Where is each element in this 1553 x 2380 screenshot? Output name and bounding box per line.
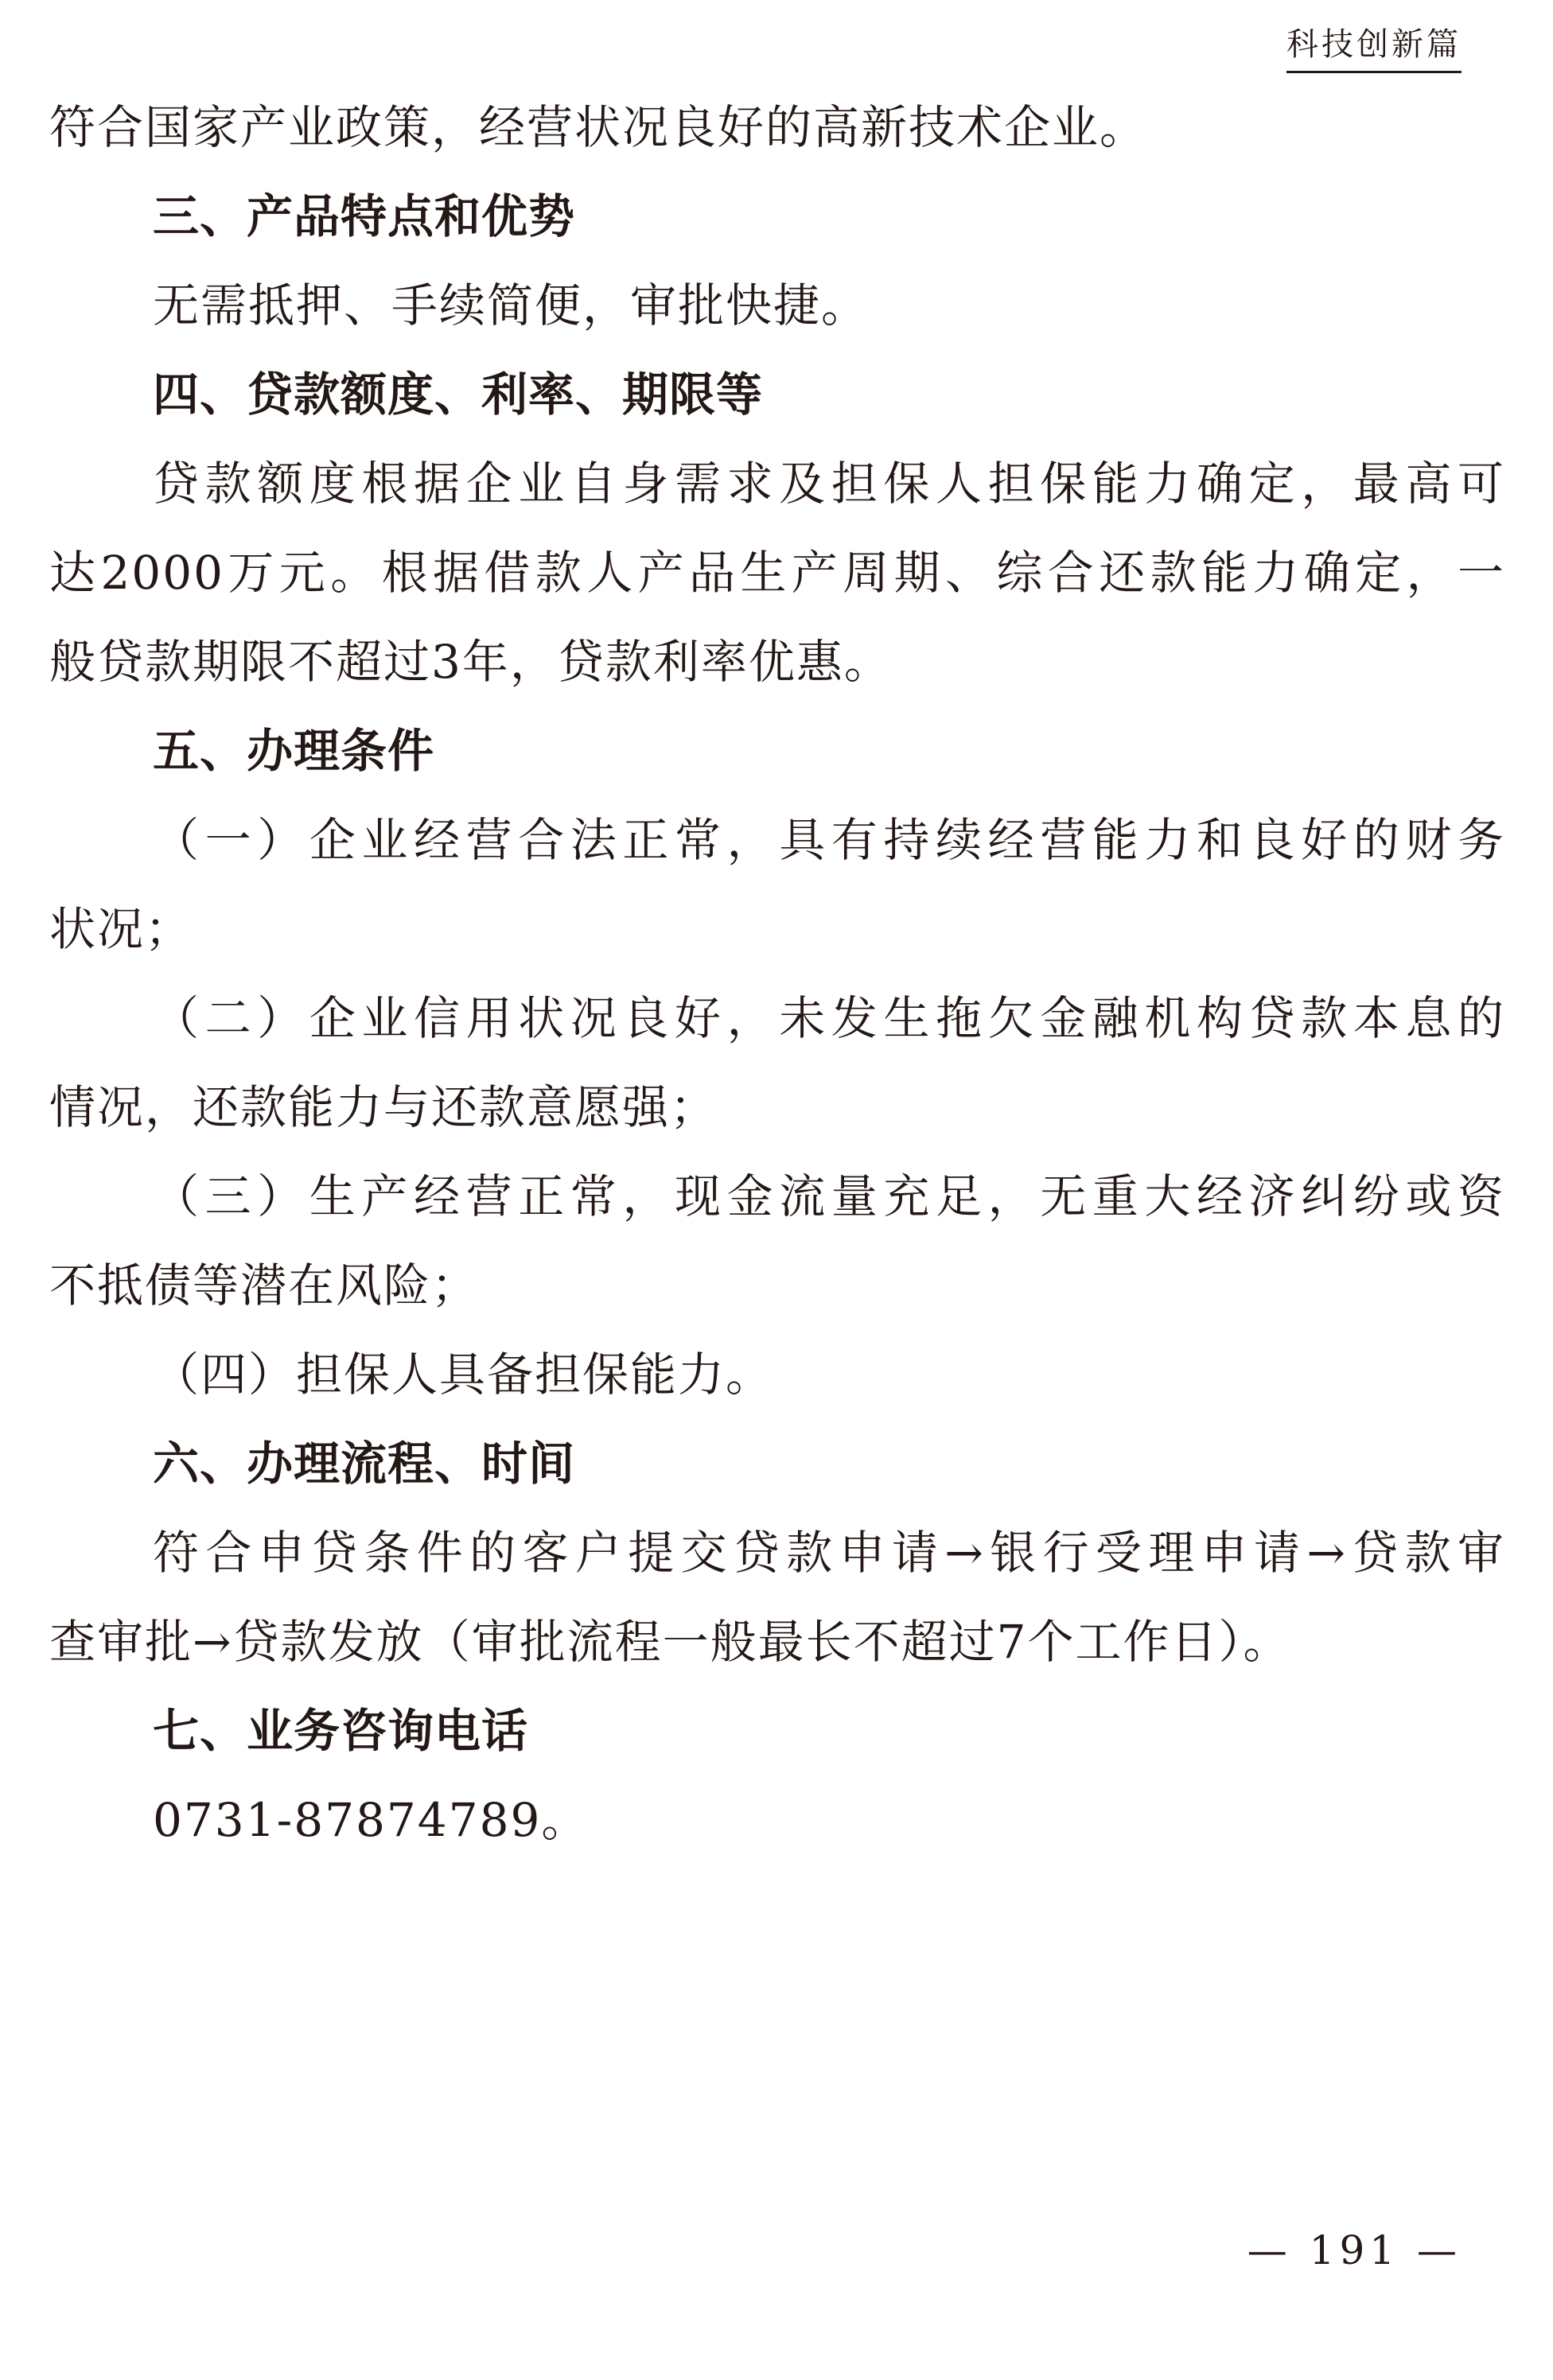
body-text-line: 贷款额度根据企业自身需求及担保人担保能力确定，最高可 — [153, 457, 1505, 511]
section-heading: 七、业务咨询电话 — [153, 1704, 529, 1758]
section-heading: 六、办理流程、时间 — [153, 1437, 576, 1491]
body-text-line: （三）生产经营正常，现金流量充足，无重大经济纠纷或资 — [153, 1169, 1505, 1223]
body-text-line: 符合申贷条件的客户提交贷款申请→银行受理申请→贷款审 — [153, 1526, 1505, 1580]
section-heading: 五、办理条件 — [153, 724, 435, 778]
body-text-line: （二）企业信用状况良好，未发生拖欠金融机构贷款本息的 — [153, 991, 1505, 1045]
body-text-line: （一）企业经营合法正常，具有持续经营能力和良好的财务 — [153, 813, 1505, 867]
page-number: — 191 — — [1247, 2227, 1462, 2273]
body-text-line: 符合国家产业政策，经营状况良好的高新技术企业。 — [49, 100, 1148, 154]
body-text-line: 查审批→贷款发放（审批流程一般最长不超过7个工作日）。 — [49, 1615, 1291, 1669]
body-text-line: 状况； — [49, 902, 193, 956]
body-text-line: 无需抵押、手续简便，审批快捷。 — [153, 278, 870, 332]
body-text-line: 0731-87874789。 — [153, 1793, 590, 1847]
body-text-line: 达2000万元。根据借款人产品生产周期、综合还款能力确定，一 — [49, 546, 1505, 600]
running-header: 科技创新篇 — [1286, 19, 1462, 73]
document-body — [49, 83, 1505, 1865]
body-text-line: 情况，还款能力与还款意愿强； — [49, 1080, 718, 1134]
section-heading: 三、产品特点和优势 — [153, 189, 576, 243]
body-text-line: （四）担保人具备担保能力。 — [153, 1348, 774, 1402]
body-text-line: 不抵债等潜在风险； — [49, 1258, 480, 1312]
body-text-line: 般贷款期限不超过3年，贷款利率优惠。 — [49, 635, 892, 689]
section-heading: 四、贷款额度、利率、期限等 — [153, 368, 764, 422]
